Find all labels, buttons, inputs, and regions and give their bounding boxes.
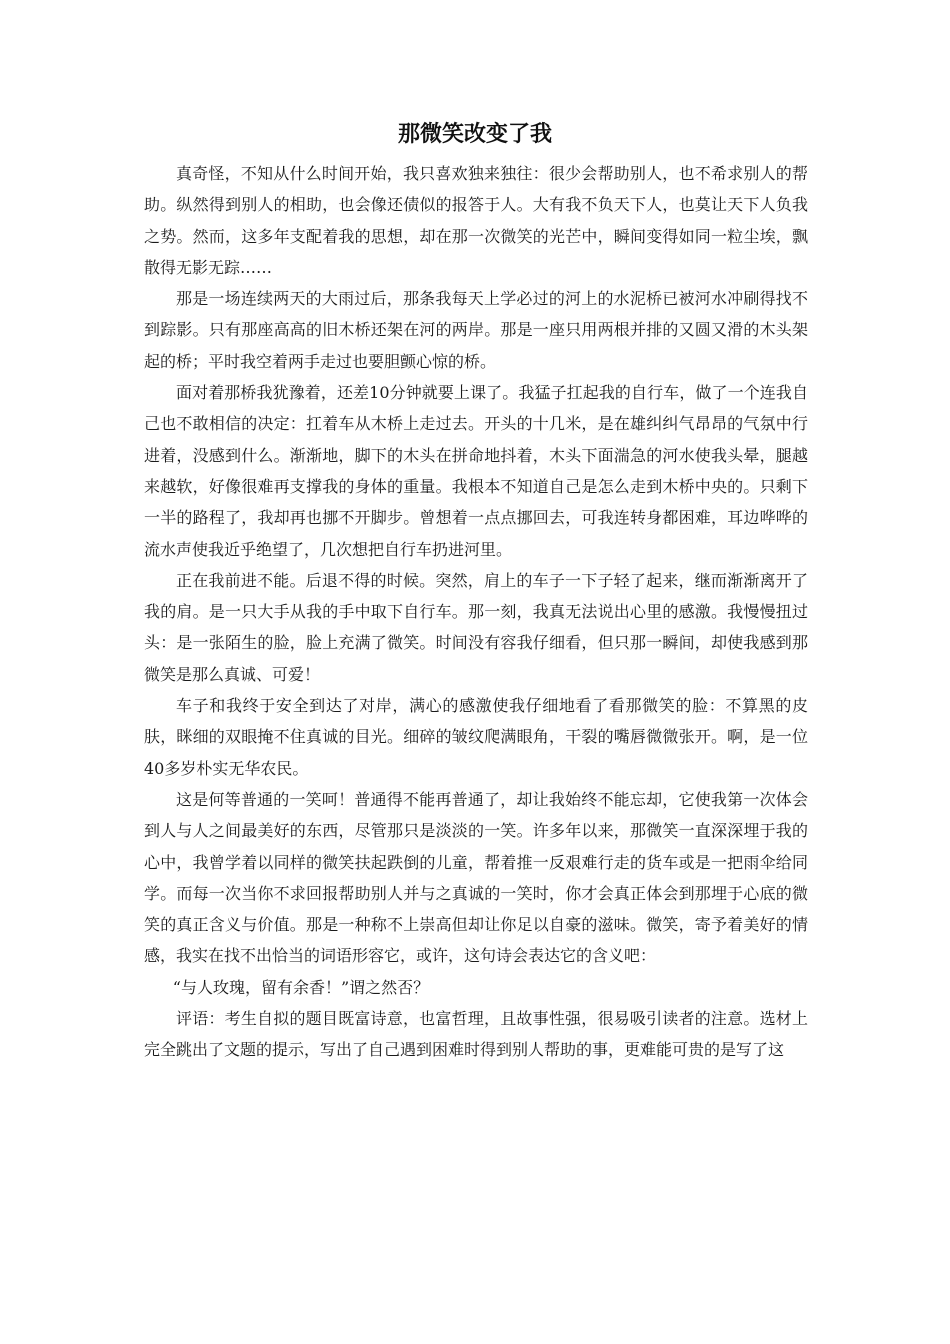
paragraph-5: 车子和我终于安全到达了对岸，满心的感激使我仔细地看了看那微笑的脸：不算黑的皮肤，眯细的双眼掩不住真诚的目光。细碎的皱纹爬满眼角，干裂的嘴唇微微张开。啊，是一位40多岁朴实无华农民。	[144, 696, 808, 778]
comment-paragraph: 评语：考生自拟的题目既富诗意，也富哲理，且故事性强，很易吸引读者的注意。选材上完全跳出了文题的提示，写出了自己遇到困难时得到别人帮助的事，更难能可贵的是写了这	[144, 1009, 808, 1060]
paragraph-2: 那是一场连续两天的大雨过后，那条我每天上学必过的河上的水泥桥已被河水冲刷得找不到踪影。只有那座高高的旧木桥还架在河的两岸。那是一座只用两根并排的又圆又滑的木头架起的桥；平时我空着两手走过也要胆颤心惊的桥。	[144, 289, 808, 371]
paragraph-4: 正在我前进不能。后退不得的时候。突然，肩上的车子一下子轻了起来，继而渐渐离开了我的肩。是一只大手从我的手中取下自行车。那一刻，我真无法说出心里的感激。我慢慢扭过头：是一张陌生的脸，脸上充满了微笑。时间没有容我仔细看，但只那一瞬间，却使我感到那微笑是那么真诚、可爱！	[144, 570, 808, 684]
paragraph-3: 面对着那桥我犹豫着，还差10分钟就要上课了。我猛子扛起我的自行车，做了一个连我自己也不敢相信的决定：扛着车从木桥上走过去。开头的十几米，是在雄纠纠气昂昂的气氛中行进着，没感到什么。渐渐地，脚下的木头在拼命地抖着，木头下面湍急的河水使我头晕，腿越来越软，好像很难再支撑我的身体的重量。我根本不知道自己是怎么走到木桥中央的。只剩下一半的路程了，我却再也挪不开脚步。曾想着一点点挪回去，可我连转身都困难，耳边哗哗的流水声使我近乎绝望了，几次想把自行车扔进河里。	[144, 383, 808, 559]
document-body	[144, 158, 808, 1066]
paragraph-6: 这是何等普通的一笑呵！普通得不能再普通了，却让我始终不能忘却，它使我第一次体会到人与人之间最美好的东西，尽管那只是淡淡的一笑。许多年以来，那微笑一直深深埋于我的心中，我曾学着以同样的微笑扶起跌倒的儿童，帮着推一反艰难行走的货车或是一把雨伞给同学。而每一次当你不求回报帮助别人并与之真诚的一笑时，你才会真正体会到那埋于心底的微笑的真正含义与价值。那是一种称不上崇高但却让你足以自豪的滋味。微笑，寄予着美好的情感，我实在找不出恰当的词语形容它，或许，这句诗会表达它的含义吧：	[144, 789, 808, 966]
paragraph-1: 真奇怪，不知从什么时间开始，我只喜欢独来独往：很少会帮助别人，也不希求别人的帮助。纵然得到别人的相助，也会像还债似的报答于人。大有我不负天下人，也莫让天下人负我之势。然而，这多年支配着我的思想，却在那一次微笑的光芒中，瞬间变得如同一粒尘埃，飘散得无影无踪……	[144, 164, 808, 277]
quote-paragraph: “与人玫瑰，留有余香！”谓之然否？	[172, 977, 430, 997]
document-title: 那微笑改变了我	[397, 122, 552, 147]
